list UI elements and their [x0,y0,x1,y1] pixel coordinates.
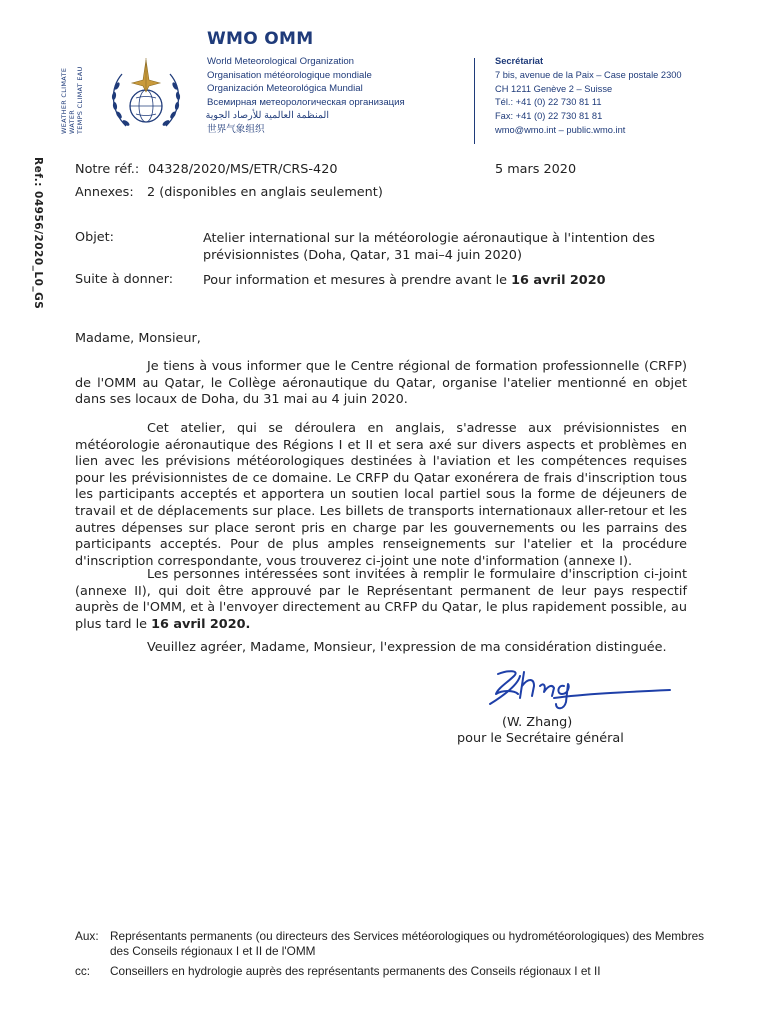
org-names [207,55,405,136]
paragraph-3-body: Les personnes intéressées sont invitées à remplir le formulaire d'inscription ci-joint (annexe II), qui doit être approuvé par le Représentant permanent de leur pays respectif auprès de l'OMM, et à l'envoyer directement au CRFP du Qatar, le plus rapidement possible, au plus tard le [75,567,687,632]
subject-label: Objet: [75,230,114,245]
org-name-fr: Organisation météorologique mondiale [207,69,372,81]
cc-label: cc: [75,964,91,978]
letterhead-divider [474,58,475,144]
tagline-en: WEATHER CLIMATE WATER [60,67,76,134]
annex-value: 2 (disponibles en anglais seulement) [147,185,383,200]
paragraph-2-text: Cet atelier, qui se déroulera en anglais, s'adresse aux prévisionnistes en météorologie aéronautique des Régions I et II et sera axé sur divers aspects et problèmes en lien avec les prévisions météorologiques destinées à l'aviation et les compétences requises pour les prévisionnistes de ce domaine. Le CRFP du Qatar exonérera de frais d'inscription tous les participants acceptés et apportera un soutien local partiel sous la forme de déjeuners de travail et de déplacements sur place. Les billets de transports internationaux aller-retour et les autres dépenses sur place seront pris en charge par les gouvernements ou les parrains des participants acceptés. Pour de plus amples renseignements sur l'atelier et la procédure d'inscription correspondante, vous trouverez ci-joint une note d'information (annexe I). [75,421,687,569]
org-name-en: World Meteorological Organization [207,56,354,67]
recipients-value: Représentants permanents (ou directeurs des Services météorologiques ou hydrométéorologiques) des Membres des Conseils régionaux I et II de l'OMM [110,929,705,958]
signatory-name: (W. Zhang) [502,715,573,730]
paragraph-2 [75,421,687,570]
org-name-ru: Всемирная метеорологическая организация [207,96,405,108]
org-name-ar: المنظمة العالمية للأرصاد الجوية [205,110,329,121]
address-line: 7 bis, avenue de la Paix – Case postale 2300 [495,69,682,80]
tagline-fr: TEMPS CLIMAT EAU [76,66,84,134]
reference-label: Notre réf.: [75,162,140,177]
paragraph-3-deadline: 16 avril 2020. [151,616,251,632]
org-title: WMO OMM [207,29,314,49]
paragraph-3 [75,567,687,633]
action-label: Suite à donner: [75,272,174,287]
address-line: CH 1211 Genève 2 – Suisse [495,83,613,94]
annex-label: Annexes: [75,185,134,200]
recipients-label: Aux: [75,929,99,943]
salutation: Madame, Monsieur, [75,331,201,346]
action-deadline: 16 avril 2020 [511,273,606,288]
action-text: Pour information et mesures à prendre avant le [203,273,508,288]
closing-text: Veuillez agréer, Madame, Monsieur, l'expression de ma considération distinguée. [147,640,667,655]
subject-value: Atelier international sur la météorologie aéronautique à l'intention des prévisionnistes (Doha, Qatar, 31 mai–4 juin 2020) [203,231,655,263]
action-value [203,272,673,289]
org-name-zh: 世界气象组织 [207,123,265,135]
reference-value: 04328/2020/MS/ETR/CRS-420 [148,162,338,177]
secretariat-heading: Secrétariat [495,56,544,66]
fax-line: Fax: +41 (0) 22 730 81 81 [495,111,603,122]
wmo-emblem-icon [102,52,190,140]
paragraph-1 [75,359,687,409]
wmo-tagline [60,48,92,134]
org-name-es: Organización Meteorológica Mundial [207,83,363,94]
letter-date: 5 mars 2020 [495,162,577,177]
reference-stamp: Ref.: 04956/2020_L0_GS [32,157,44,310]
secretariat-address [495,55,682,138]
phone-line: Tél.: +41 (0) 22 730 81 11 [495,97,602,108]
email-web-line: wmo@wmo.int – public.wmo.int [495,124,626,135]
handwritten-signature-icon [484,664,674,716]
paragraph-1-text: Je tiens à vous informer que le Centre régional de formation professionnelle (CRFP) de l'OMM au Qatar, le Collège aéronautique du Qatar, organise l'atelier mentionné en objet dans ses locaux de Doha, du 31 mai au 4 juin 2020. [75,359,687,408]
cc-value: Conseillers en hydrologie auprès des représentants permanents des Conseils régionaux I et II [110,964,601,978]
paragraph-3-text [75,567,687,633]
closing [75,640,687,657]
signatory-title: pour le Secrétaire général [457,731,624,746]
